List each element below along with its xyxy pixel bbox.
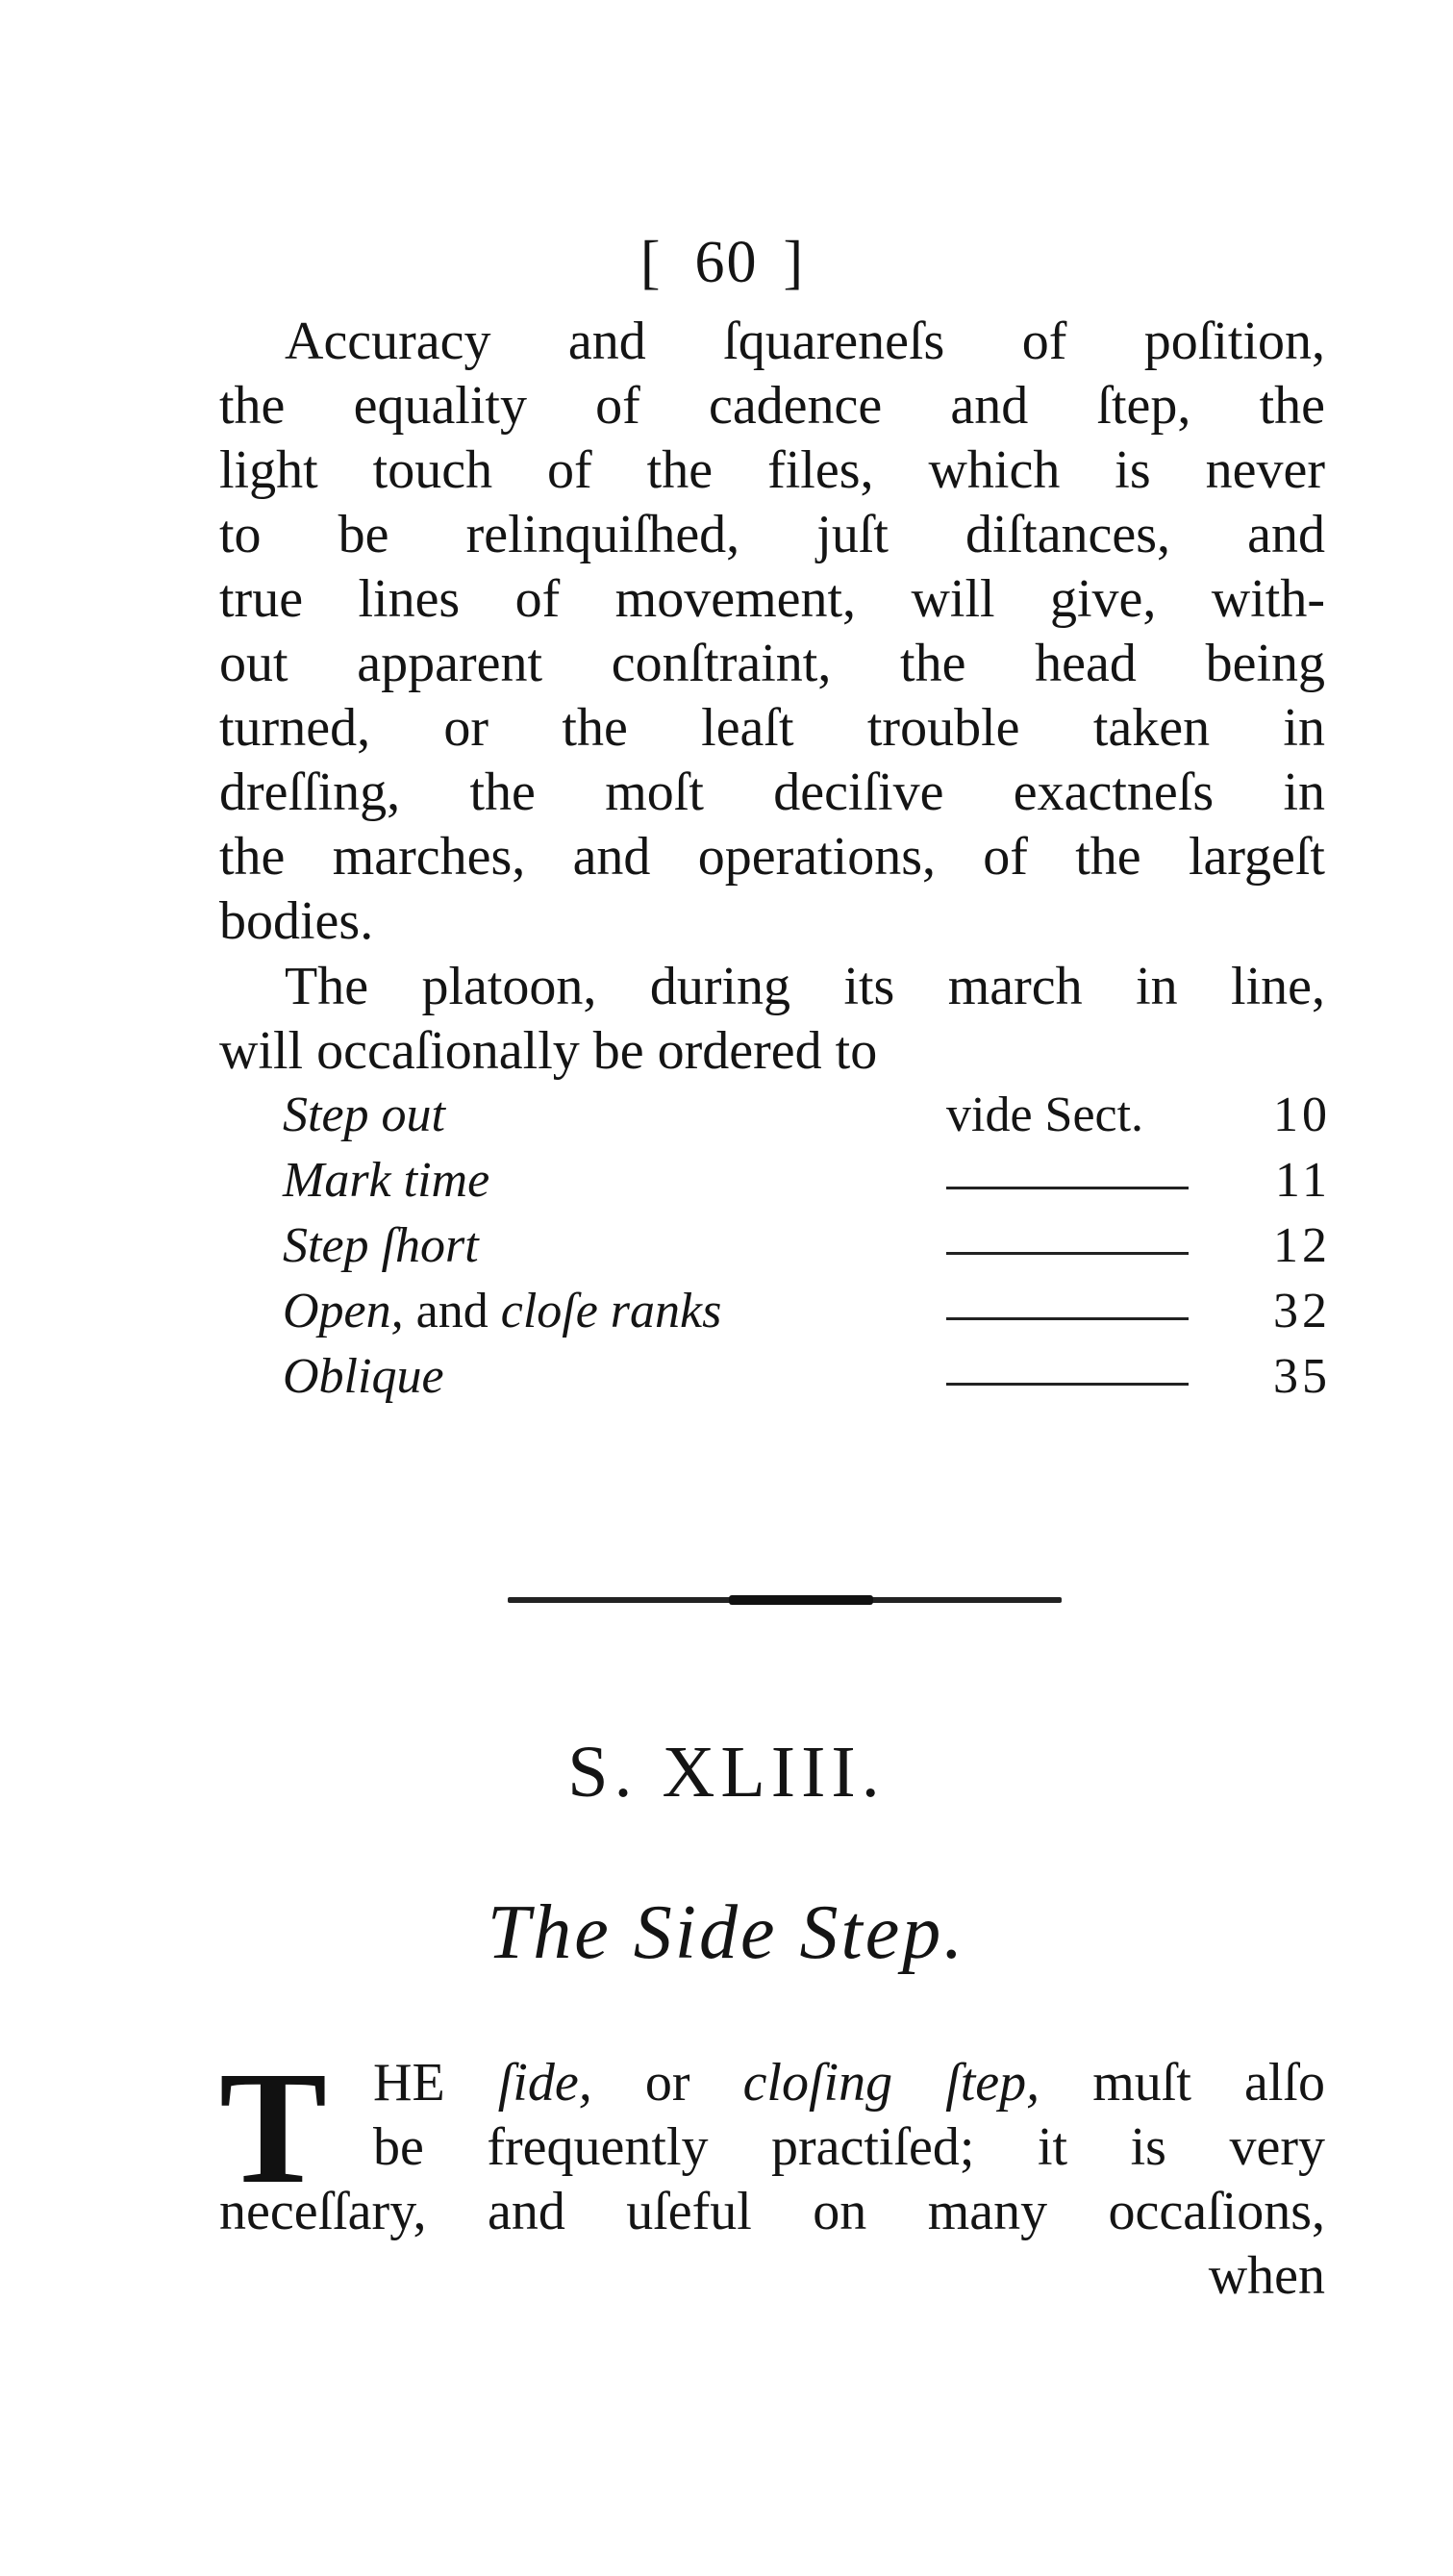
order-name — [283, 1283, 721, 1339]
order-section-number: 35 — [1273, 1349, 1331, 1404]
order-section-number: 32 — [1273, 1284, 1331, 1338]
paragraph-line: the marches, and operations, of the largeſt — [219, 827, 1325, 887]
body-text: HE — [373, 2053, 498, 2113]
order-name: Oblique — [283, 1349, 444, 1404]
body-text-italic: ſide, — [497, 2053, 592, 2113]
paragraph-line: Accuracy and ſquareneſs of poſition, — [285, 312, 1325, 371]
order-row — [283, 1348, 1331, 1413]
body-text-italic: cloſing ſtep, — [742, 2053, 1040, 2113]
paragraph-line: will occaſionally be ordered to — [219, 1021, 878, 1081]
body-line — [219, 2051, 1325, 2115]
page-header — [0, 229, 1453, 297]
paragraph-line: light touch of the files, which is never — [219, 440, 1325, 500]
body-line: neceſſary, and uſeful on many occaſions, — [219, 2182, 1325, 2241]
paragraph-line: turned, or the leaſt trouble taken in — [219, 698, 1325, 758]
paragraph-platoon — [219, 955, 1325, 1084]
ditto-dash — [946, 1383, 1189, 1386]
orders-list — [283, 1087, 1331, 1413]
order-name: Step out — [283, 1088, 445, 1142]
ditto-dash — [946, 1187, 1189, 1189]
ditto-dash — [946, 1317, 1189, 1320]
paragraph-line: out apparent conſtraint, the head being — [219, 634, 1325, 693]
order-section-number: 10 — [1273, 1088, 1331, 1142]
section-title: The Side Step. — [487, 1890, 966, 1975]
order-row — [283, 1283, 1331, 1348]
catchword: when — [1208, 2246, 1325, 2306]
paragraph-line: bodies. — [219, 891, 374, 951]
order-name: Mark time — [283, 1153, 490, 1208]
paragraph-line: dreſſing, the moſt deciſive exactneſs in — [219, 763, 1325, 822]
order-name-part: cloſe ranks — [500, 1284, 722, 1338]
order-ref-label: vide Sect. — [946, 1088, 1144, 1142]
drop-cap: T — [219, 2038, 328, 2217]
order-name-part: Open, — [283, 1284, 404, 1338]
paragraph-accuracy — [219, 310, 1325, 954]
paragraph-line: to be relinquiſhed, juſt diſtances, and — [219, 505, 1325, 564]
body-line: be frequently practiſed; it is very — [373, 2117, 1325, 2177]
ornamental-divider — [508, 1597, 1062, 1603]
ditto-dash — [946, 1252, 1189, 1255]
order-name-conjunction: and — [403, 1284, 501, 1338]
order-row — [283, 1217, 1331, 1283]
order-section-number: 12 — [1273, 1218, 1331, 1273]
paragraph-line: true lines of movement, will give, with- — [219, 569, 1325, 629]
order-name: Step ſhort — [283, 1218, 479, 1273]
order-section-number: 11 — [1274, 1153, 1331, 1208]
order-row — [283, 1087, 1331, 1152]
header-open-bracket: [ — [639, 230, 670, 295]
body-text: muſt alſo — [1040, 2053, 1325, 2113]
paragraph-line: The platoon, during its march in line, — [285, 957, 1325, 1016]
section-body — [219, 2038, 1325, 2309]
order-row — [283, 1152, 1331, 1217]
section-number: S. XLIII. — [567, 1732, 886, 1813]
paragraph-line: the equality of cadence and ſtep, the — [219, 376, 1325, 436]
header-close-bracket: ] — [783, 230, 814, 295]
body-text: or — [591, 2053, 743, 2113]
page-number: 60 — [694, 230, 759, 295]
